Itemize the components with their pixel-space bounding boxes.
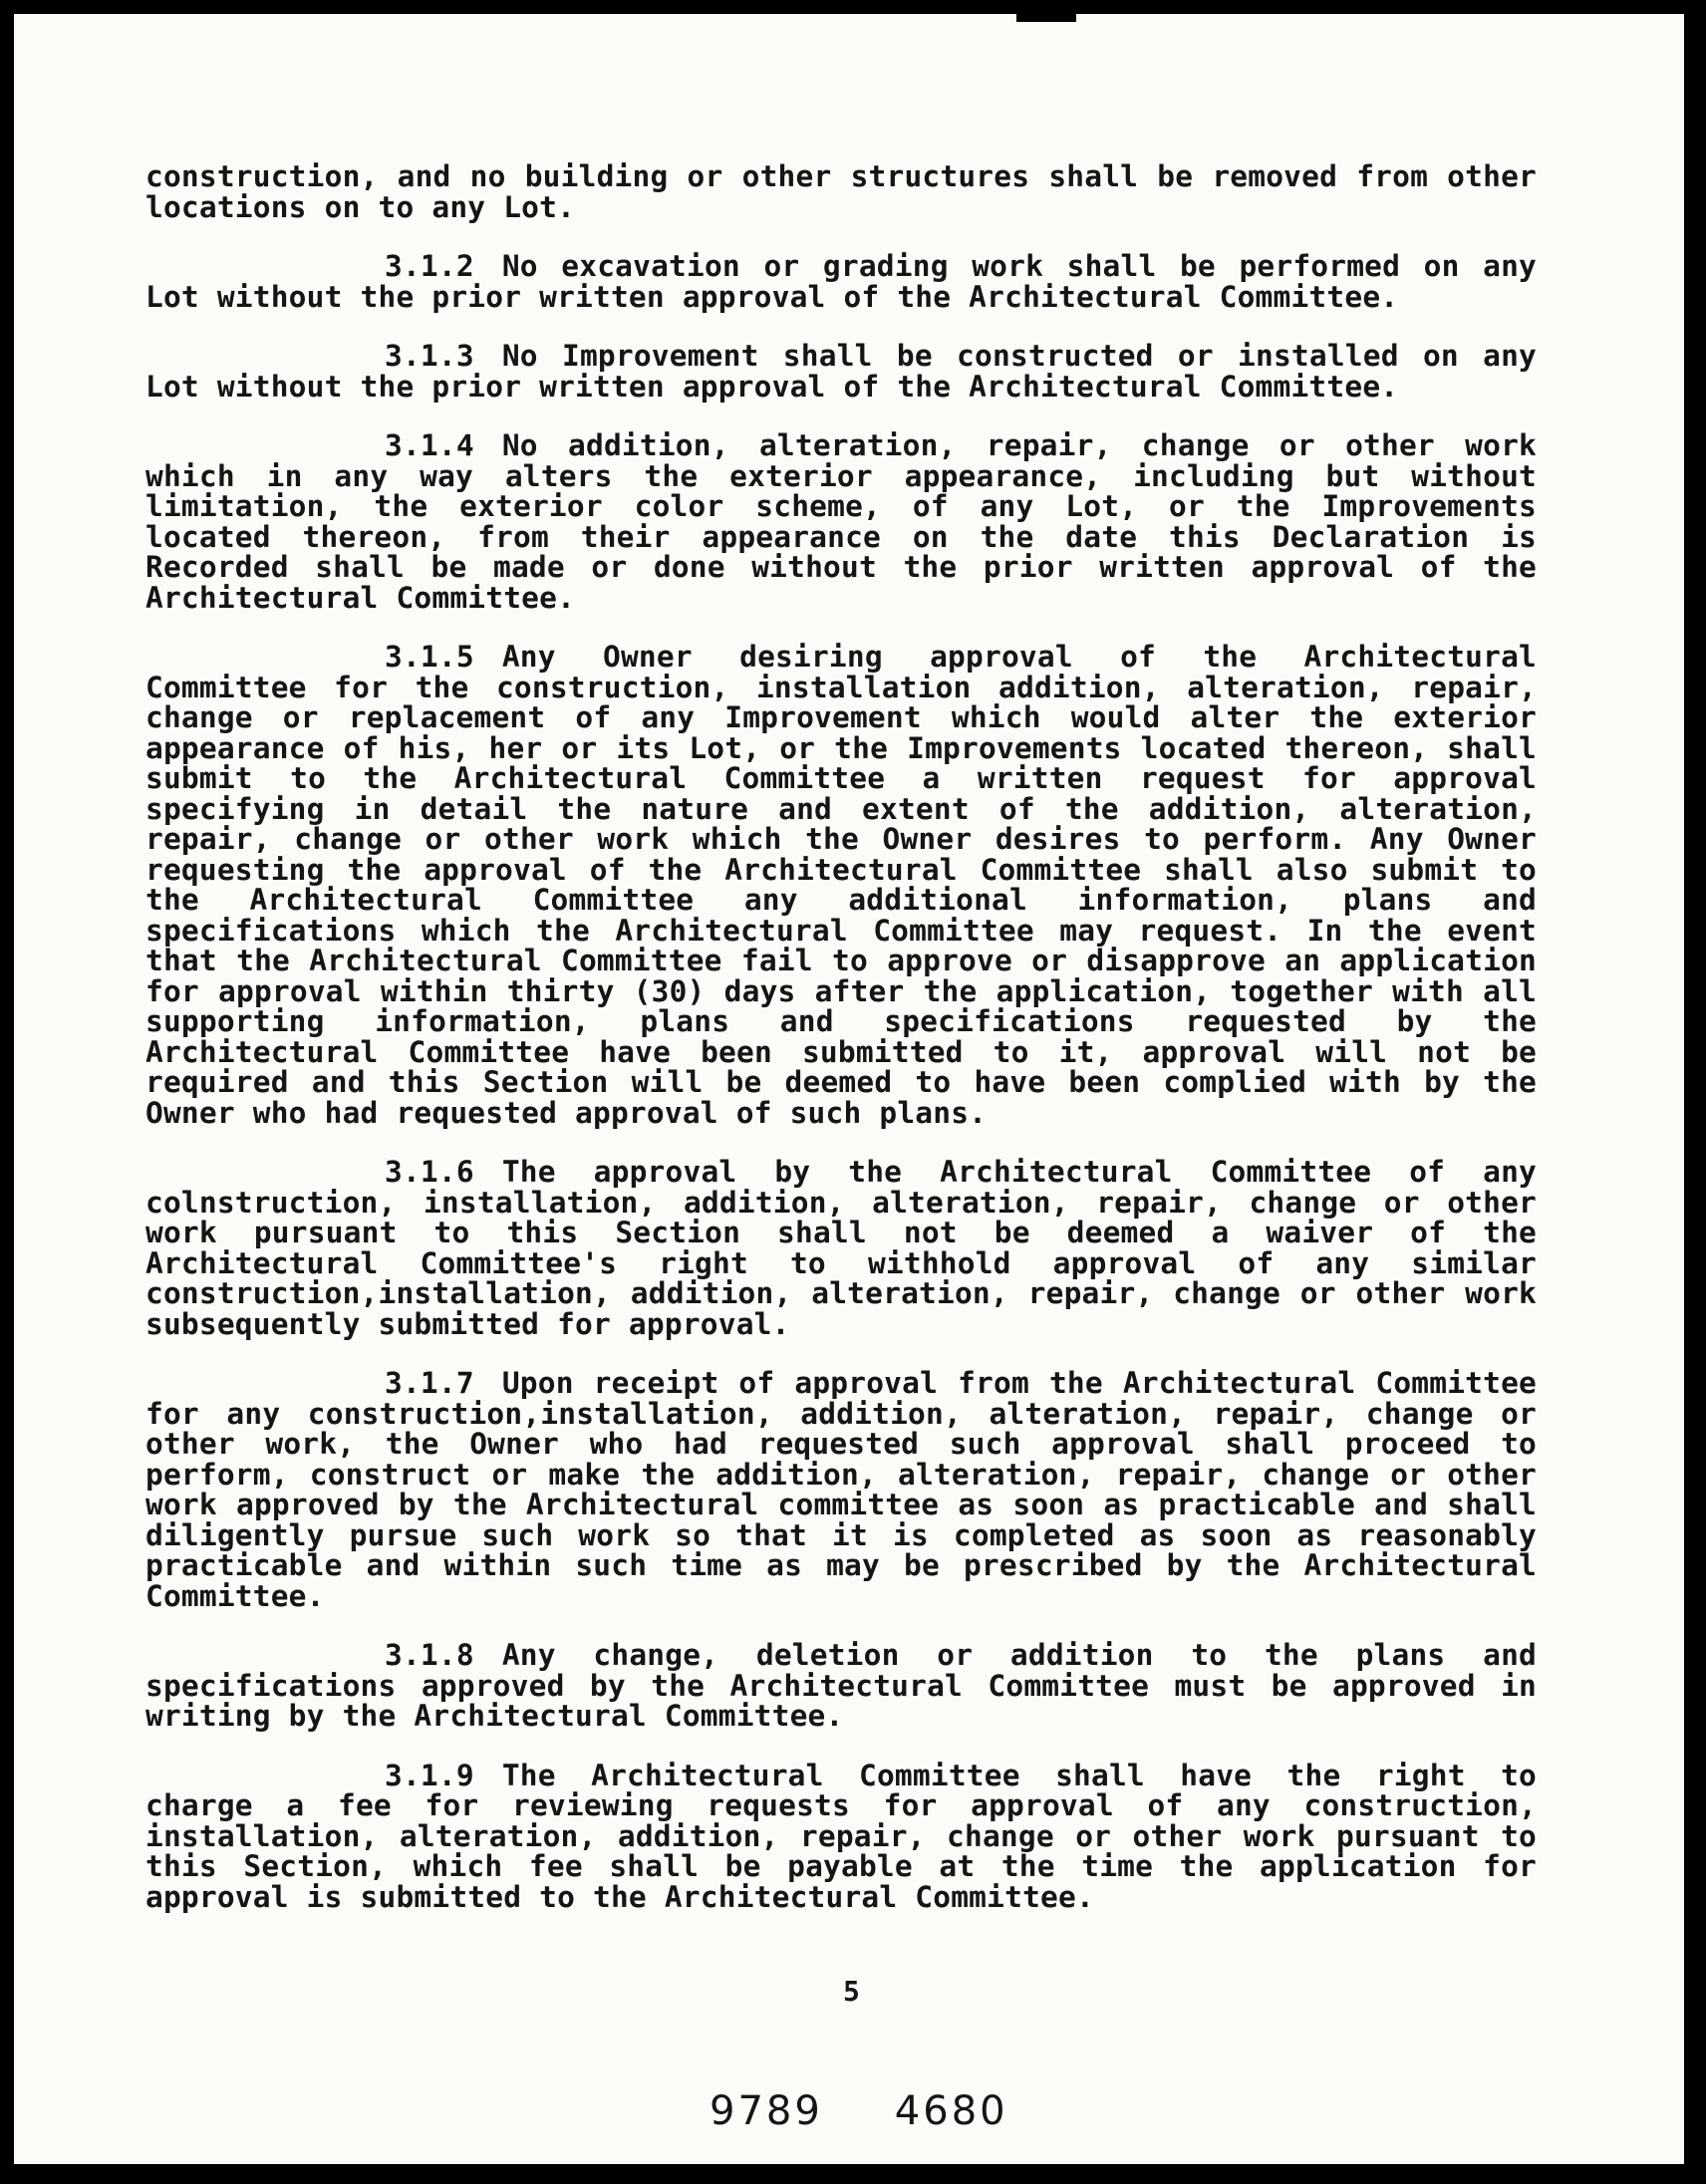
page-number: 5 [843,1975,860,2008]
section-text: No addition, alteration, repair, change or other work which in any way alters the exterior appearance, including but without limitation, the exterior color scheme, of any Lot, or the Improvements located thereon, from their appearance on the date this Declaration is Recorded shall be made or done without the prior written approval of the Architectural Committee. [145,428,1537,615]
section-number: 3.1.4 [385,428,474,462]
document-page [14,14,1684,2164]
section-number: 3.1.9 [385,1758,474,1792]
section-text: No Improvement shall be constructed or installed on any Lot without the prior written approval of the Architectural Committee. [145,339,1537,404]
section-text: Upon receipt of approval from the Architectural Committee for any construction,installation, addition, alteration, repair, change or other work, the Owner who had requested such approval shall proceed to perform, construct or make the addition, alteration, repair, change or other work approved by the Architectural committee as soon as practicable and shall diligently pursue such work so that it is completed as soon as reasonably practicable and within such time as may be prescribed by the Architectural Committee. [145,1366,1537,1613]
section-text: No excavation or grading work shall be performed on any Lot without the prior written approval of the Architectural Committee. [145,249,1537,314]
document-id-right: 4680 [894,2088,1008,2134]
document-body [145,161,1537,1941]
section-number: 3.1.5 [385,640,474,674]
section-text: Any Owner desiring approval of the Architectural Committee for the construction, installation addition, alteration, repair, change or replacement of any Improvement which would alter the exterior appearance of his, her or its Lot, or the Improvements located thereon, shall submit to the Architectural Committee a written request for approval specifying in detail the nature and extent of the addition, alteration, repair, change or other work which the Owner desires to perform. Any Owner requesting the approval of the Architectural Committee shall also submit to the Architectural Committee any additional information, plans and specifications which the Architectural Committee may request. In the event that the Architectural Committee fail to approve or disapprove an application for approval within thirty (30) days after the application, together with all supporting information, plans and specifications requested by the Architectural Committee have been submitted to it, approval will not be required and this Section will be deemed to have been complied with by the Owner who had requested approval of such plans. [145,640,1537,1130]
section-number: 3.1.6 [385,1155,474,1189]
section-number: 3.1.7 [385,1366,474,1400]
intro-paragraph: construction, and no building or other structures shall be removed from other locations on to any Lot. [145,159,1537,224]
section-3-1-8 [145,1640,1537,1732]
section-3-1-7 [145,1368,1537,1611]
section-number: 3.1.3 [385,339,474,373]
section-3-1-6 [145,1157,1537,1339]
section-3-1-9 [145,1758,1537,1914]
document-id [710,2088,1008,2134]
section-text: The approval by the Architectural Committee of any colnstruction, installation, addition, alteration, repair, change or other work pursuant to this Section shall not be deemed a waiver of the Architectural Committee's right to withhold approval of any similar construction,installation, addition, alteration, repair, change or other work subsequently submitted for approval. [145,1155,1537,1341]
section-number: 3.1.2 [385,249,474,283]
section-3-1-3 [145,341,1537,402]
section-3-1-4 [145,430,1537,613]
section-text: Any change, deletion or addition to the plans and specifications approved by the Architectural Committee must be approved in writing by the Architectural Committee. [145,1638,1537,1733]
document-id-left: 9789 [710,2088,823,2134]
section-number: 3.1.8 [385,1638,474,1672]
scan-edge-mark [1016,0,1076,22]
section-3-1-5 [145,642,1537,1128]
section-text: The Architectural Committee shall have the right to charge a fee for reviewing requests for approval of any construction, installation, alteration, addition, repair, change or other work pursuant to this Section, which fee shall be payable at the time the application for approval is submitted to the Architectural Committee. [145,1758,1537,1914]
section-3-1-2 [145,251,1537,312]
